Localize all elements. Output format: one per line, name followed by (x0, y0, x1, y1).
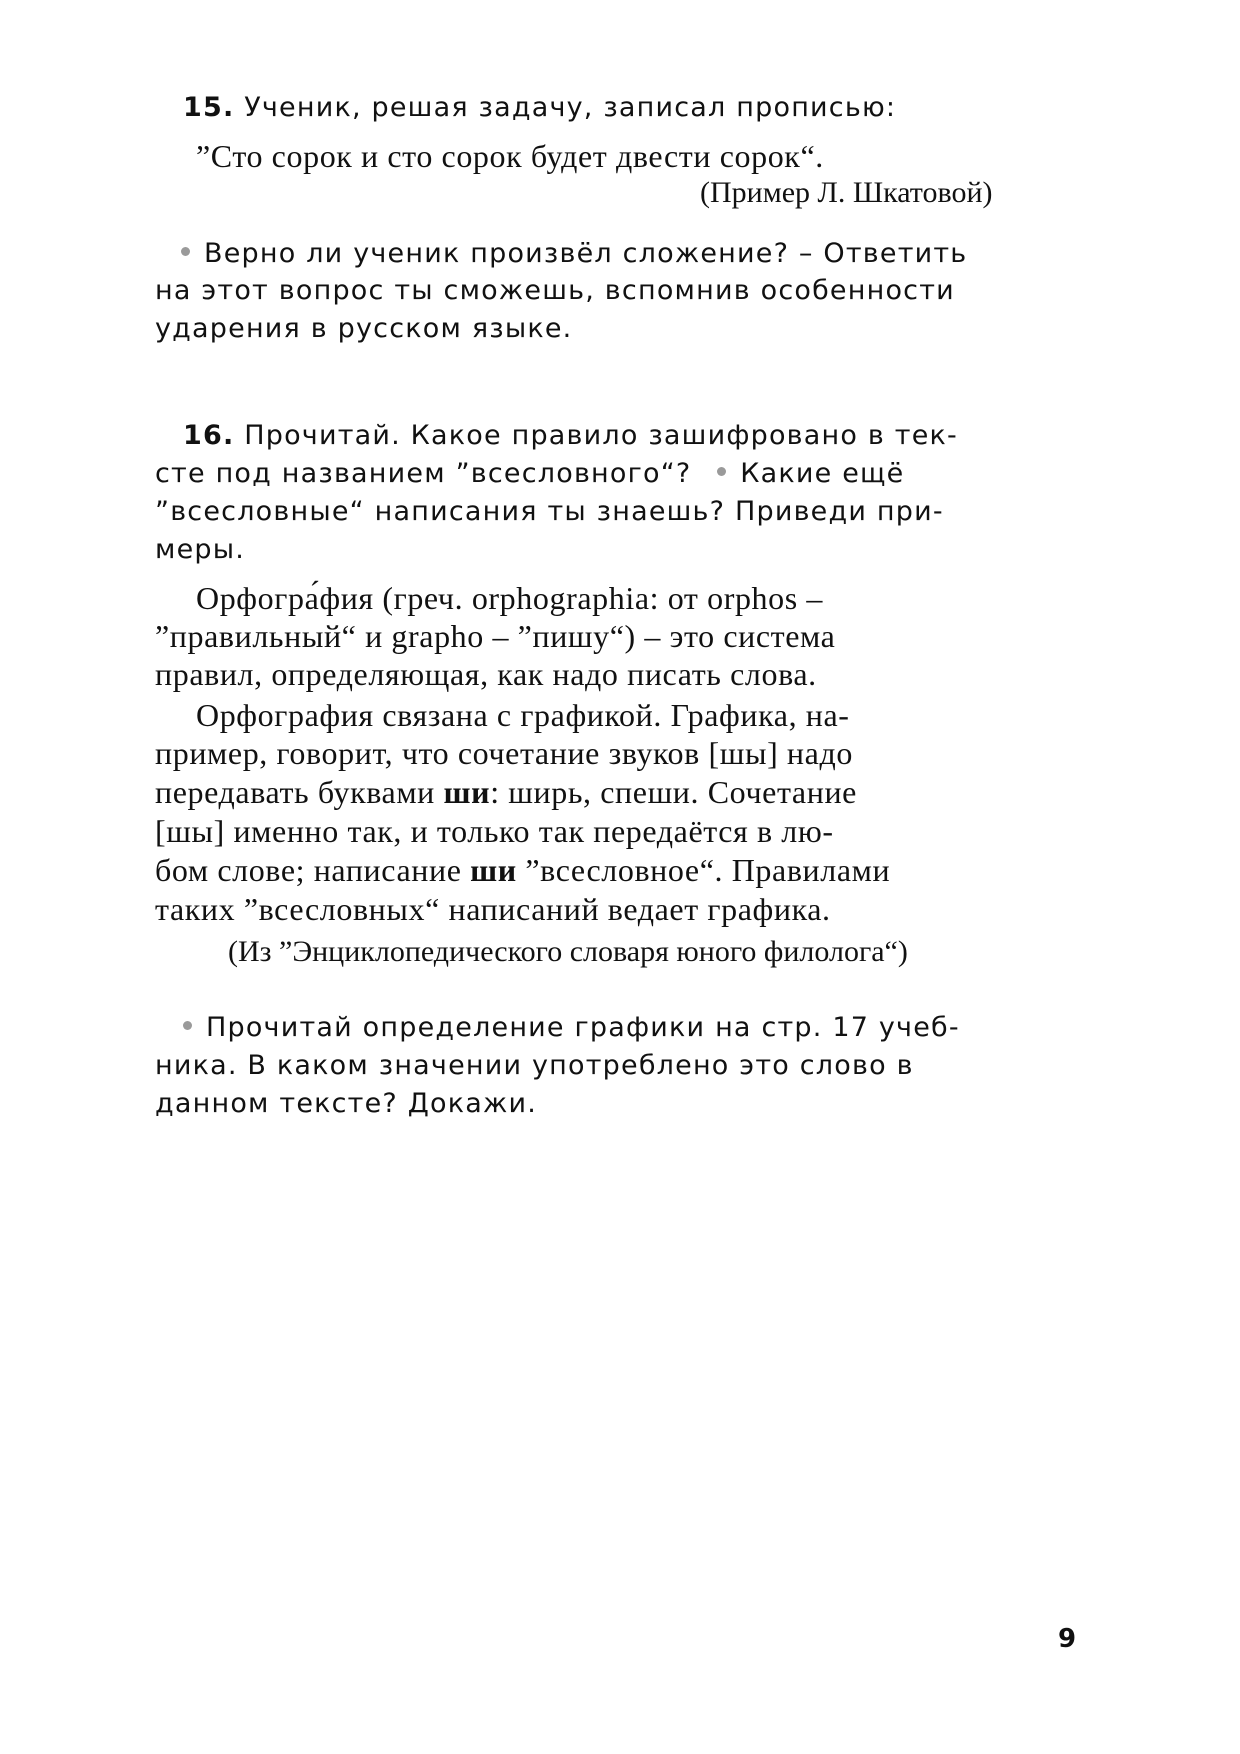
ex16-task-line-1: 16. Прочитай. Какое правило зашифровано в тек- (183, 420, 958, 451)
page-number: 9 (1058, 1624, 1077, 1654)
ex15-heading-text: Ученик, решая задачу, записал прописью: (244, 92, 897, 123)
ex15-number: 15. (183, 92, 235, 123)
ex16-question-line-2: ника. В каком значении употреблено это слово в (155, 1050, 914, 1081)
ex16-question-line-3: данном тексте? Докажи. (155, 1088, 538, 1119)
ex15-source: (Пример Л. Шкатовой) (700, 176, 993, 209)
ex15-heading (183, 92, 896, 123)
bullet-icon (181, 247, 190, 256)
ex16-text-line-8: бом слове; написание ши ”всесловное“. Правилами (155, 852, 891, 888)
ex16-number: 16. (183, 420, 235, 451)
ex16-source: (Из ”Энциклопедического словаря юного филолога“) (228, 935, 908, 968)
ex15-quote: ”Сто сорок и сто сорок будет двести сорок“. (196, 138, 824, 174)
ex16-task-line-3: ”всесловные“ написания ты знаешь? Приведи при- (155, 496, 944, 527)
ex16-text-line-1: Орфогра́фия (греч. orphographia: от orphos – (196, 580, 824, 616)
ex16-text-line-9: таких ”всесловных“ написаний ведает графика. (155, 891, 831, 927)
ex16-text-line-5: пример, говорит, что сочетание звуков [шы] надо (155, 735, 853, 771)
ex16-text-line-3: правил, определяющая, как надо писать слова. (155, 656, 817, 692)
ex16-question-line-1: Прочитай определение графики на стр. 17 учеб- (183, 1012, 960, 1043)
ex15-question-line-1: Верно ли ученик произвёл сложение? – Ответить (181, 238, 967, 269)
ex15-question-line-2: на этот вопрос ты сможешь, вспомнив особенности (155, 275, 955, 306)
emphasis-shi: ши (470, 852, 517, 888)
ex15-question-line-3: ударения в русском языке. (155, 313, 573, 344)
ex16-text-line-7: [шы] именно так, и только так передаётся в лю- (155, 813, 834, 849)
ex16-task-line-2: сте под названием ”всесловного“? Какие ещё (155, 458, 905, 489)
emphasis-shi: ши (443, 774, 491, 810)
ex16-text-line-2: ”правильный“ и grapho – ”пишу“) – это система (155, 618, 836, 654)
bullet-icon (717, 467, 726, 476)
ex16-text-line-4: Орфография связана с графикой. Графика, на- (196, 697, 850, 733)
bullet-icon (183, 1021, 192, 1030)
ex16-task-line-4: меры. (155, 534, 246, 565)
ex16-text-line-6: передавать буквами ши: ширь, спеши. Сочетание (155, 774, 857, 810)
